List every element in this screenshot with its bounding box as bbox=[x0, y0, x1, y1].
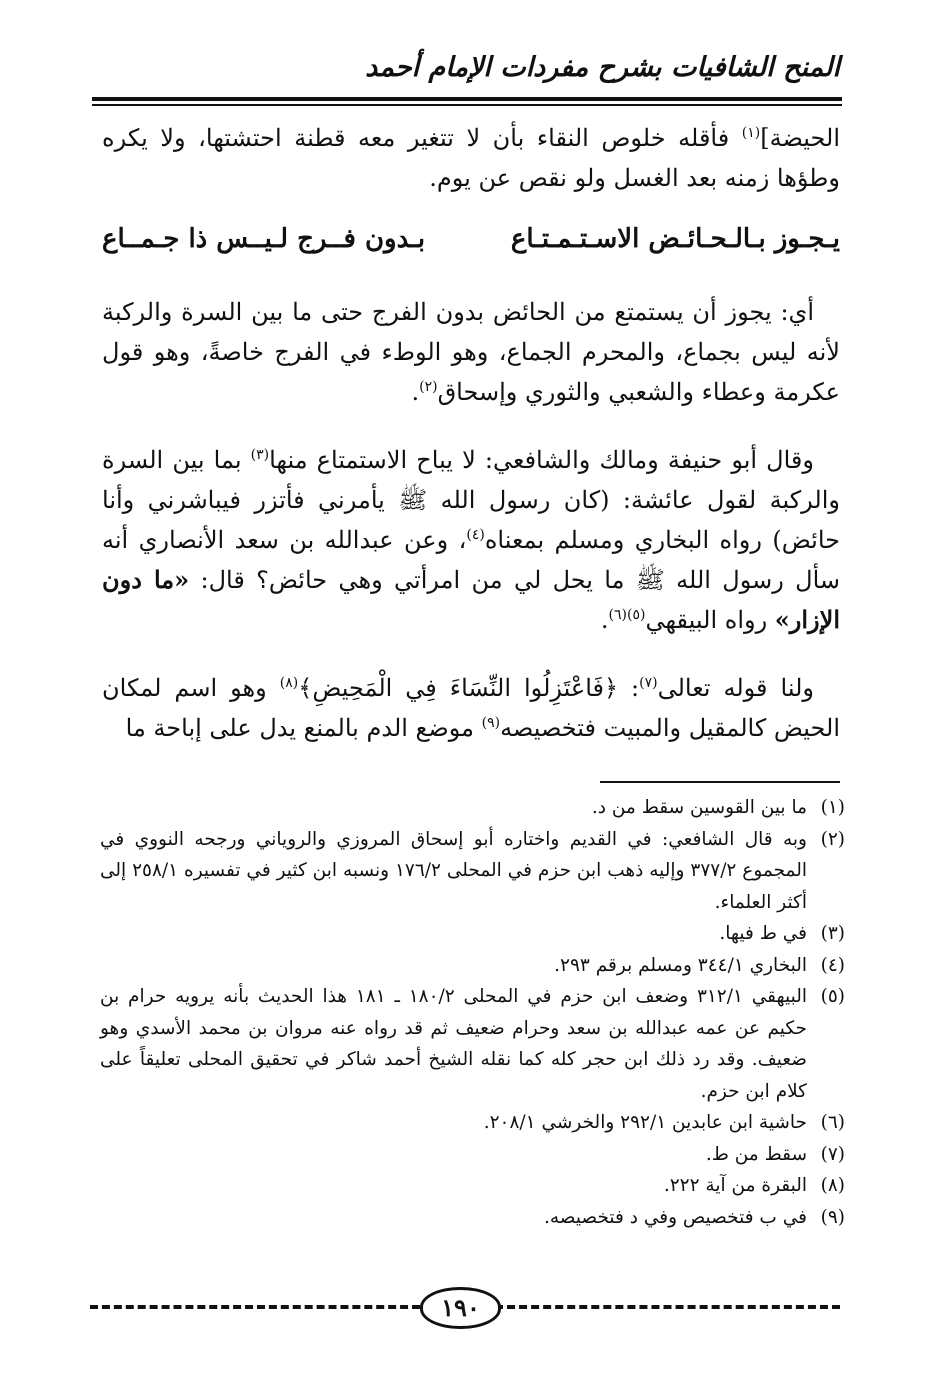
footnote-item bbox=[100, 1202, 845, 1234]
footnote-number: (٣) bbox=[820, 923, 845, 944]
p1-text-a: الحيضة] bbox=[760, 124, 840, 152]
footnote-number: (٧) bbox=[820, 1143, 845, 1165]
paragraph-3 bbox=[102, 440, 840, 640]
footnote-number: (٦) bbox=[820, 1112, 845, 1133]
footnote-text: وبه قال الشافعي: في القديم واختاره أبو إسحاق المروزي والروياني ورجحه النووي في المجموع ٣٧٧/٢ وإليه ذهب ابن حزم في المحلى ١٧٦/٢ ونسبه ابن كثير في تفسيره ٢٥٨/١ إلى أكثر العلماء. bbox=[100, 828, 807, 913]
footer-dashed-rule-right bbox=[495, 1305, 840, 1309]
p1-text-b: فأقله خلوص النقاء بأن لا تتغير معه قطنة احتشتها، ولا يكره وطؤها زمنه بعد الغسل ولو نقص عن يوم. bbox=[102, 124, 840, 192]
footnote-ref-9: (٩) bbox=[481, 715, 501, 731]
footnote-ref-5-6: (٥)(٦) bbox=[608, 607, 646, 623]
p3-text-a: وقال أبو حنيفة ومالك والشافعي: لا يباح الاستمتاع منها bbox=[269, 446, 814, 474]
footnote-text: ما بين القوسين سقط من د. bbox=[591, 797, 807, 818]
footnote-item bbox=[100, 918, 845, 950]
footnote-text: في ب فتخصيص وفي د فتخصيصه. bbox=[543, 1206, 807, 1228]
footnote-ref-3: (٣) bbox=[250, 447, 270, 463]
footnote-ref-8: (٨) bbox=[279, 675, 299, 691]
header-rule-thin bbox=[92, 104, 842, 106]
footnote-number: (٥) bbox=[820, 986, 845, 1007]
p2-text-b: . bbox=[411, 378, 420, 406]
running-header: المنح الشافيات بشرح مفردات الإمام أحمد bbox=[365, 52, 840, 83]
p2-text-a: أي: يجوز أن يستمتع من الحائض بدون الفرج حتى ما بين السرة والركبة لأنه ليس بجماع، والمحرم الجماع، وهو الوطء في الفرج خاصةً، وهو قول عكرمة وعطاء والشعبي والثوري وإسحاق bbox=[102, 298, 840, 406]
quran-verse: : ﴿فَاعْتَزِلُوا النِّسَاءَ فِي الْمَحِيضِ﴾ bbox=[298, 674, 640, 702]
footnote-text: البخاري ٣٤٤/١ ومسلم برقم ٢٩٣. bbox=[554, 954, 807, 976]
footnote-ref-4: (٤) bbox=[466, 527, 485, 543]
footnote-number: (٢) bbox=[820, 828, 845, 850]
verse-second-hemistich: بـدون فــرج لـيــس ذا جـمــاع bbox=[102, 224, 426, 254]
poem-verse bbox=[102, 224, 840, 254]
footnote-item bbox=[100, 950, 845, 982]
footnote-number: (١) bbox=[820, 797, 845, 818]
verse-first-hemistich: يـجـوز بـالـحـائـض الاسـتـمـتـاع bbox=[510, 224, 840, 254]
footnote-text: البيهقي ٣١٢/١ وضعف ابن حزم في المحلى ١٨٠/٢ ـ ١٨١ هذا الحديث بأنه يرويه حرام بن حكيم عن عمه عبدالله بن سعد وحرام ضعيف ثم قد رواه عنه مروان بن محمد الأسدي وهو ضعيف. وقد رد ذلك ابن حجر كله كما نقله الشيخ أحمد شاكر في تحقيق المحلى تعليقاً على كلام ابن حزم. bbox=[100, 986, 807, 1102]
footnote-item bbox=[100, 824, 845, 919]
footnote-text: حاشية ابن عابدين ٢٩٢/١ والخرشي ٢٠٨/١. bbox=[483, 1112, 807, 1133]
footnote-number: (٩) bbox=[820, 1206, 845, 1228]
footnote-item bbox=[100, 792, 845, 824]
footnote-text: سقط من ط. bbox=[705, 1143, 807, 1165]
paragraph-2 bbox=[102, 292, 840, 412]
p4-text-d: موضع الدم بالمنع يدل على إباحة ما bbox=[125, 714, 482, 742]
page-number: ١٩٠ bbox=[420, 1287, 501, 1329]
p3-text-c: ، وعن عبدالله بن سعد الأنصاري أنه سأل رسول الله ﷺ ما يحل لي من امرأتي وهي حائض؟ قال: bbox=[102, 526, 840, 594]
footnotes bbox=[100, 792, 845, 1233]
footnote-text: في ط فيها. bbox=[719, 923, 807, 944]
footnote-number: (٤) bbox=[820, 954, 845, 976]
footnote-separator bbox=[600, 781, 840, 783]
p3-text-b: بما بين السرة والركبة لقول عائشة: (كان رسول الله ﷺ يأمرني فأتزر فيباشرني وأنا حائض) رواه البخاري ومسلم بمعناه bbox=[102, 446, 840, 554]
p4-text-a: ولنا قوله تعالى bbox=[657, 674, 814, 702]
footnote-number: (٨) bbox=[820, 1175, 845, 1196]
footnote-item bbox=[100, 1139, 845, 1171]
footnote-ref-2: (٢) bbox=[419, 379, 438, 395]
footer-dashed-rule-left bbox=[90, 1305, 420, 1309]
p4-text-c: وهو اسم لمكان الحيض كالمقيل والمبيت فتخصيصه bbox=[102, 674, 840, 742]
footnote-item bbox=[100, 981, 845, 1107]
footnote-ref-7: (٧) bbox=[639, 675, 658, 691]
paragraph-4 bbox=[102, 668, 840, 748]
header-rule-thick bbox=[92, 97, 842, 101]
footnote-item bbox=[100, 1107, 845, 1139]
p3-text-e: . bbox=[600, 606, 609, 634]
hadith-quote: «ما دون الإزار» bbox=[102, 565, 840, 634]
p3-text-d: رواه البيقهي bbox=[645, 606, 775, 634]
footnote-text: البقرة من آية ٢٢٢. bbox=[663, 1175, 807, 1196]
footnote-ref-1: (١) bbox=[741, 125, 761, 141]
footnote-item bbox=[100, 1170, 845, 1202]
paragraph-1 bbox=[102, 118, 840, 198]
